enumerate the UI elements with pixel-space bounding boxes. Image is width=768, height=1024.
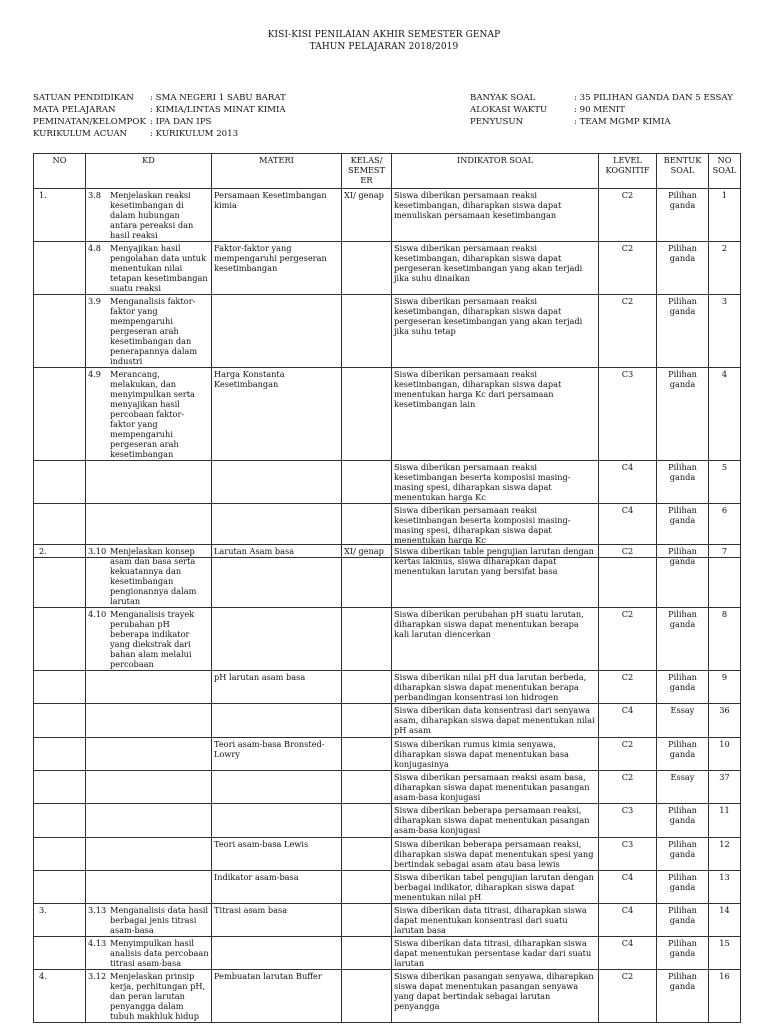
meta-value: : 90 MENIT bbox=[574, 105, 626, 115]
cell-kelas bbox=[342, 738, 392, 771]
cell-no bbox=[34, 295, 86, 368]
cell-kd bbox=[86, 295, 212, 368]
cell-indikator: Siswa diberikan beberapa persamaan reaksi, diharapkan siswa dapat menentukan pasangan asam-basa konjugasi bbox=[392, 804, 599, 838]
cell-indikator: Siswa diberikan persamaan reaksi kesetimbangan, diharapkan siswa dapat menuliskan persamaan kesetimbangan bbox=[392, 189, 599, 242]
table-row bbox=[34, 871, 741, 904]
table-row bbox=[34, 545, 741, 608]
cell-kd bbox=[86, 937, 212, 970]
kd-number: 3.13 bbox=[88, 905, 107, 915]
kd-text: Merancang, melakukan, dan menyimpulkan serta menyajikan hasil percobaan faktor-faktor yang mempengaruhi pergeseran arah kesetimbangan bbox=[110, 369, 195, 459]
cell-kd bbox=[86, 461, 212, 504]
cell-bentuk: Pilihan ganda bbox=[657, 937, 709, 970]
col-header-indikator: INDIKATOR SOAL bbox=[392, 154, 599, 189]
document-title: KISI-KISI PENILAIAN AKHIR SEMESTER GENAP bbox=[267, 30, 501, 40]
table-header-row bbox=[34, 154, 741, 189]
cell-kelas bbox=[342, 904, 392, 937]
meta-value: : 35 PILIHAN GANDA DAN 5 ESSAY bbox=[574, 93, 733, 103]
col-header-bentuk: BENTUK SOAL bbox=[657, 154, 709, 189]
cell-bentuk: Pilihan ganda bbox=[657, 608, 709, 671]
document-subtitle: TAHUN PELAJARAN 2018/2019 bbox=[309, 42, 459, 52]
kd-number: 4.10 bbox=[88, 609, 107, 619]
cell-materi: Persamaan Kesetimbangan kimia bbox=[212, 189, 342, 242]
cell-nosoal: 37 bbox=[709, 771, 741, 804]
table-row bbox=[34, 904, 741, 937]
cell-level: C4 bbox=[599, 704, 657, 738]
cell-nosoal: 13 bbox=[709, 871, 741, 904]
cell-nosoal: 2 bbox=[709, 242, 741, 295]
cell-nosoal: 10 bbox=[709, 738, 741, 771]
cell-level: C2 bbox=[599, 970, 657, 1023]
meta-label: MATA PELAJARAN bbox=[33, 105, 116, 115]
cell-materi bbox=[212, 937, 342, 970]
kd-wrap bbox=[88, 243, 209, 293]
cell-bentuk: Pilihan ganda bbox=[657, 671, 709, 704]
table-row bbox=[34, 461, 741, 504]
cell-kelas bbox=[342, 937, 392, 970]
col-header-level: LEVEL KOGNITIF bbox=[599, 154, 657, 189]
col-header-materi: MATERI bbox=[212, 154, 342, 189]
cell-level: C2 bbox=[599, 545, 657, 608]
kd-text: Menganalisis data hasil berbagai jenis titrasi asam-basa bbox=[110, 905, 209, 935]
col-header-kd: KD bbox=[86, 154, 212, 189]
cell-indikator: Siswa diberikan persamaan reaksi kesetimbangan, diharapkan siswa dapat menentukan harga Kc dari persamaan kesetimbangan lain bbox=[392, 368, 599, 461]
cell-bentuk: Pilihan ganda bbox=[657, 242, 709, 295]
table-row bbox=[34, 671, 741, 704]
cell-no bbox=[34, 871, 86, 904]
cell-materi: Teori asam-basa Bronsted-Lowry bbox=[212, 738, 342, 771]
cell-kd bbox=[86, 804, 212, 838]
cell-no bbox=[34, 738, 86, 771]
meta-row bbox=[470, 92, 733, 104]
cell-bentuk: Essay bbox=[657, 704, 709, 738]
cell-level: C2 bbox=[599, 671, 657, 704]
kisi-kisi-table-1 bbox=[33, 153, 741, 558]
col-header-nosoal: NO SOAL bbox=[709, 154, 741, 189]
kd-wrap bbox=[88, 938, 209, 968]
table-row bbox=[34, 189, 741, 242]
cell-kd bbox=[86, 738, 212, 771]
cell-level: C2 bbox=[599, 771, 657, 804]
cell-bentuk: Pilihan ganda bbox=[657, 738, 709, 771]
cell-nosoal: 7 bbox=[709, 545, 741, 608]
cell-no bbox=[34, 461, 86, 504]
cell-indikator: Siswa diberikan data konsentrasi dari senyawa asam, diharapkan siswa dapat menentukan nilai pH asam bbox=[392, 704, 599, 738]
kd-wrap bbox=[88, 296, 209, 366]
cell-indikator: Siswa diberikan data titrasi, diharapkan siswa dapat menentukan persentase kadar dari suatu larutan bbox=[392, 937, 599, 970]
cell-materi bbox=[212, 461, 342, 504]
cell-nosoal: 1 bbox=[709, 189, 741, 242]
kd-number: 4.8 bbox=[88, 243, 102, 253]
cell-no bbox=[34, 771, 86, 804]
meta-value: : IPA DAN IPS bbox=[150, 117, 212, 127]
cell-bentuk: Essay bbox=[657, 771, 709, 804]
cell-materi: Teori asam-basa Lewis bbox=[212, 838, 342, 871]
cell-level: C2 bbox=[599, 295, 657, 368]
cell-kelas bbox=[342, 295, 392, 368]
cell-indikator: Siswa diberikan nilai pH dua larutan berbeda, diharapkan siswa dapat menentukan berapa perbandingan konsentrasi ion hidrogen bbox=[392, 671, 599, 704]
meta-value: : SMA NEGERI 1 SABU BARAT bbox=[150, 93, 286, 103]
kd-number: 3.12 bbox=[88, 971, 107, 981]
cell-level: C4 bbox=[599, 504, 657, 558]
table-row bbox=[34, 242, 741, 295]
table-row bbox=[34, 704, 741, 738]
cell-nosoal: 5 bbox=[709, 461, 741, 504]
cell-indikator: Siswa diberikan beberapa persamaan reaksi, diharapkan siswa dapat menentukan spesi yang bertindak sebagai asam atau basa lewis bbox=[392, 838, 599, 871]
cell-bentuk: Pilihan ganda bbox=[657, 461, 709, 504]
cell-kd bbox=[86, 545, 212, 608]
cell-bentuk: Pilihan ganda bbox=[657, 295, 709, 368]
cell-nosoal: 3 bbox=[709, 295, 741, 368]
cell-kd bbox=[86, 671, 212, 704]
cell-indikator: Siswa diberikan rumus kimia senyawa, diharapkan siswa dapat menentukan basa konjugasinya bbox=[392, 738, 599, 771]
meta-label: KURIKULUM ACUAN bbox=[33, 129, 128, 139]
col-header-kelas: KELAS/ SEMEST ER bbox=[342, 154, 392, 189]
cell-no: 1. bbox=[34, 189, 86, 242]
identity-info-left bbox=[33, 92, 286, 140]
cell-indikator: Siswa diberikan perubahan pH suatu larutan, diharapkan siswa dapat menentukan berapa kali larutan diencerkan bbox=[392, 608, 599, 671]
cell-level: C4 bbox=[599, 904, 657, 937]
cell-level: C3 bbox=[599, 804, 657, 838]
cell-nosoal: 4 bbox=[709, 368, 741, 461]
cell-bentuk: Pilihan ganda bbox=[657, 804, 709, 838]
kd-number: 3.9 bbox=[88, 296, 102, 306]
col-header-no: NO bbox=[34, 154, 86, 189]
cell-kd bbox=[86, 242, 212, 295]
cell-kd bbox=[86, 970, 212, 1023]
table-row bbox=[34, 970, 741, 1023]
table-row bbox=[34, 368, 741, 461]
cell-nosoal: 8 bbox=[709, 608, 741, 671]
table-row bbox=[34, 838, 741, 871]
meta-value: : KURIKULUM 2013 bbox=[150, 129, 239, 139]
cell-no: 3. bbox=[34, 904, 86, 937]
kd-text: Menyimpulkan hasil analisis data percobaan titrasi asam-basa bbox=[110, 938, 209, 968]
kd-wrap bbox=[88, 546, 209, 606]
cell-nosoal: 14 bbox=[709, 904, 741, 937]
cell-level: C3 bbox=[599, 368, 657, 461]
cell-bentuk: Pilihan ganda bbox=[657, 545, 709, 608]
cell-kelas bbox=[342, 804, 392, 838]
cell-no bbox=[34, 838, 86, 871]
cell-kelas bbox=[342, 242, 392, 295]
meta-label: PEMINATAN/KELOMPOK bbox=[33, 117, 146, 127]
cell-indikator: Siswa diberikan persamaan reaksi kesetimbangan, diharapkan siswa dapat pergeseran kesetimbangan yang akan terjadi jika suhu dinaikan bbox=[392, 242, 599, 295]
kd-text: Menyajikan hasil pengolahan data untuk menentukan nilai tetapan kesetimbangan suatu reaksi bbox=[110, 243, 208, 293]
cell-kelas bbox=[342, 461, 392, 504]
cell-kelas bbox=[342, 838, 392, 871]
cell-kelas bbox=[342, 368, 392, 461]
cell-materi: Larutan Asam basa bbox=[212, 545, 342, 608]
cell-nosoal: 6 bbox=[709, 504, 741, 558]
kd-text: Menjelaskan prinsip kerja, perhitungan pH, dan peran larutan penyangga dalam tubuh makhluk hidup bbox=[110, 971, 206, 1021]
meta-row bbox=[470, 104, 733, 116]
kd-wrap bbox=[88, 609, 209, 669]
cell-materi bbox=[212, 608, 342, 671]
kd-number: 3.8 bbox=[88, 190, 102, 200]
cell-no bbox=[34, 704, 86, 738]
meta-row bbox=[33, 116, 286, 128]
kd-wrap bbox=[88, 905, 209, 935]
cell-level: C4 bbox=[599, 871, 657, 904]
cell-no: 4. bbox=[34, 970, 86, 1023]
meta-row bbox=[33, 104, 286, 116]
cell-indikator: Siswa diberikan data titrasi, diharapkan siswa dapat menentukan konsentrasi dari suatu larutan basa bbox=[392, 904, 599, 937]
cell-nosoal: 36 bbox=[709, 704, 741, 738]
cell-indikator: Siswa diberikan table pengujian larutan dengan kertas lakmus, siswa diharapkan dapat menentukan larutan yang bersifat basa bbox=[392, 545, 599, 608]
kd-text: Menganalisis trayek perubahan pH beberapa indikator yang diekstrak dari bahan alam melalui percobaan bbox=[110, 609, 195, 669]
cell-materi: Harga Konstanta Kesetimbangan bbox=[212, 368, 342, 461]
cell-bentuk: Pilihan ganda bbox=[657, 904, 709, 937]
cell-indikator: Siswa diberikan persamaan reaksi asam basa, diharapkan siswa dapat menentukan pasangan asam-basa konjugasi bbox=[392, 771, 599, 804]
cell-indikator: Siswa diberikan tabel pengujian larutan dengan berbagai indikator, diharapkan siswa dapat menentukan nilai pH bbox=[392, 871, 599, 904]
kd-text: Menjelaskan konsep asam dan basa serta kekuatannya dan kesetimbangan pengionannya dalam larutan bbox=[110, 546, 197, 606]
cell-level: C2 bbox=[599, 608, 657, 671]
cell-materi: Titrasi asam basa bbox=[212, 904, 342, 937]
cell-level: C3 bbox=[599, 838, 657, 871]
meta-value: : KIMIA/LINTAS MINAT KIMIA bbox=[150, 105, 286, 115]
kd-text: Menjelaskan reaksi kesetimbangan di dalam hubungan antara pereaksi dan hasil reaksi bbox=[110, 190, 194, 240]
cell-kd bbox=[86, 871, 212, 904]
kd-number: 3.10 bbox=[88, 546, 107, 556]
cell-no bbox=[34, 608, 86, 671]
cell-bentuk: Pilihan ganda bbox=[657, 970, 709, 1023]
cell-bentuk: Pilihan ganda bbox=[657, 504, 709, 558]
identity-info-right bbox=[470, 92, 733, 128]
cell-nosoal: 11 bbox=[709, 804, 741, 838]
kd-wrap bbox=[88, 190, 209, 240]
cell-no bbox=[34, 804, 86, 838]
cell-kd bbox=[86, 904, 212, 937]
cell-kd bbox=[86, 368, 212, 461]
cell-kd bbox=[86, 771, 212, 804]
kd-wrap bbox=[88, 971, 209, 1021]
table-row bbox=[34, 738, 741, 771]
kd-wrap bbox=[88, 369, 209, 459]
cell-indikator: Siswa diberikan persamaan reaksi kesetimbangan beserta komposisi masing-masing spesi, diharapkan siswa dapat menentukan harga Kc bbox=[392, 504, 599, 558]
cell-indikator: Siswa diberikan persamaan reaksi kesetimbangan beserta komposisi masing-masing spesi, diharapkan siswa dapat menentukan harga Kc bbox=[392, 461, 599, 504]
cell-nosoal: 15 bbox=[709, 937, 741, 970]
kd-number: 4.13 bbox=[88, 938, 107, 948]
cell-no bbox=[34, 368, 86, 461]
cell-kelas bbox=[342, 771, 392, 804]
cell-no bbox=[34, 937, 86, 970]
cell-kelas bbox=[342, 671, 392, 704]
cell-bentuk: Pilihan ganda bbox=[657, 871, 709, 904]
cell-materi: Faktor-faktor yang mempengaruhi pergeseran kesetimbangan bbox=[212, 242, 342, 295]
cell-level: C2 bbox=[599, 242, 657, 295]
cell-kelas bbox=[342, 608, 392, 671]
cell-nosoal: 9 bbox=[709, 671, 741, 704]
kd-number: 4.9 bbox=[88, 369, 102, 379]
meta-label: PENYUSUN bbox=[470, 117, 524, 127]
cell-nosoal: 16 bbox=[709, 970, 741, 1023]
cell-no bbox=[34, 671, 86, 704]
cell-bentuk: Pilihan ganda bbox=[657, 189, 709, 242]
cell-materi: Indikator asam-basa bbox=[212, 871, 342, 904]
cell-kelas bbox=[342, 871, 392, 904]
cell-nosoal: 12 bbox=[709, 838, 741, 871]
cell-no bbox=[34, 242, 86, 295]
cell-level: C2 bbox=[599, 738, 657, 771]
cell-materi bbox=[212, 804, 342, 838]
cell-kd bbox=[86, 704, 212, 738]
cell-indikator: Siswa diberikan pasangan senyawa, diharapkan siswa dapat menentukan pasangan senyawa yang dapat bertindak sebagai larutan penyangga bbox=[392, 970, 599, 1023]
meta-row bbox=[470, 116, 733, 128]
meta-row bbox=[33, 92, 286, 104]
cell-materi: Pembuatan larutan Buffer bbox=[212, 970, 342, 1023]
cell-kd bbox=[86, 608, 212, 671]
cell-kelas bbox=[342, 970, 392, 1023]
meta-value: : TEAM MGMP KIMIA bbox=[574, 117, 671, 127]
cell-kd bbox=[86, 189, 212, 242]
table-row bbox=[34, 804, 741, 838]
cell-level: C2 bbox=[599, 189, 657, 242]
meta-label: BANYAK SOAL bbox=[470, 93, 536, 103]
cell-materi bbox=[212, 704, 342, 738]
table-row bbox=[34, 608, 741, 671]
meta-label: SATUAN PENDIDIKAN bbox=[33, 93, 134, 103]
cell-kelas: XI/ genap bbox=[342, 189, 392, 242]
table-row bbox=[34, 937, 741, 970]
table-row bbox=[34, 771, 741, 804]
meta-row bbox=[33, 128, 286, 140]
cell-bentuk: Pilihan ganda bbox=[657, 838, 709, 871]
cell-materi: pH larutan asam basa bbox=[212, 671, 342, 704]
cell-bentuk: Pilihan ganda bbox=[657, 368, 709, 461]
cell-indikator: Siswa diberikan persamaan reaksi kesetimbangan, diharapkan siswa dapat pergeseran kesetimbangan yang akan terjadi jika suhu tetap bbox=[392, 295, 599, 368]
cell-kelas: XI/ genap bbox=[342, 545, 392, 608]
cell-materi bbox=[212, 295, 342, 368]
meta-label: ALOKASI WAKTU bbox=[470, 105, 548, 115]
kd-text: Menganalisis faktor-faktor yang mempengaruhi pergeseran arah kesetimbangan dan penerapannya dalam industri bbox=[110, 296, 198, 366]
cell-kd bbox=[86, 838, 212, 871]
cell-level: C4 bbox=[599, 461, 657, 504]
kisi-kisi-table-2 bbox=[33, 544, 741, 1023]
table-row bbox=[34, 295, 741, 368]
cell-no: 2. bbox=[34, 545, 86, 608]
cell-level: C4 bbox=[599, 937, 657, 970]
cell-materi bbox=[212, 771, 342, 804]
cell-kelas bbox=[342, 704, 392, 738]
